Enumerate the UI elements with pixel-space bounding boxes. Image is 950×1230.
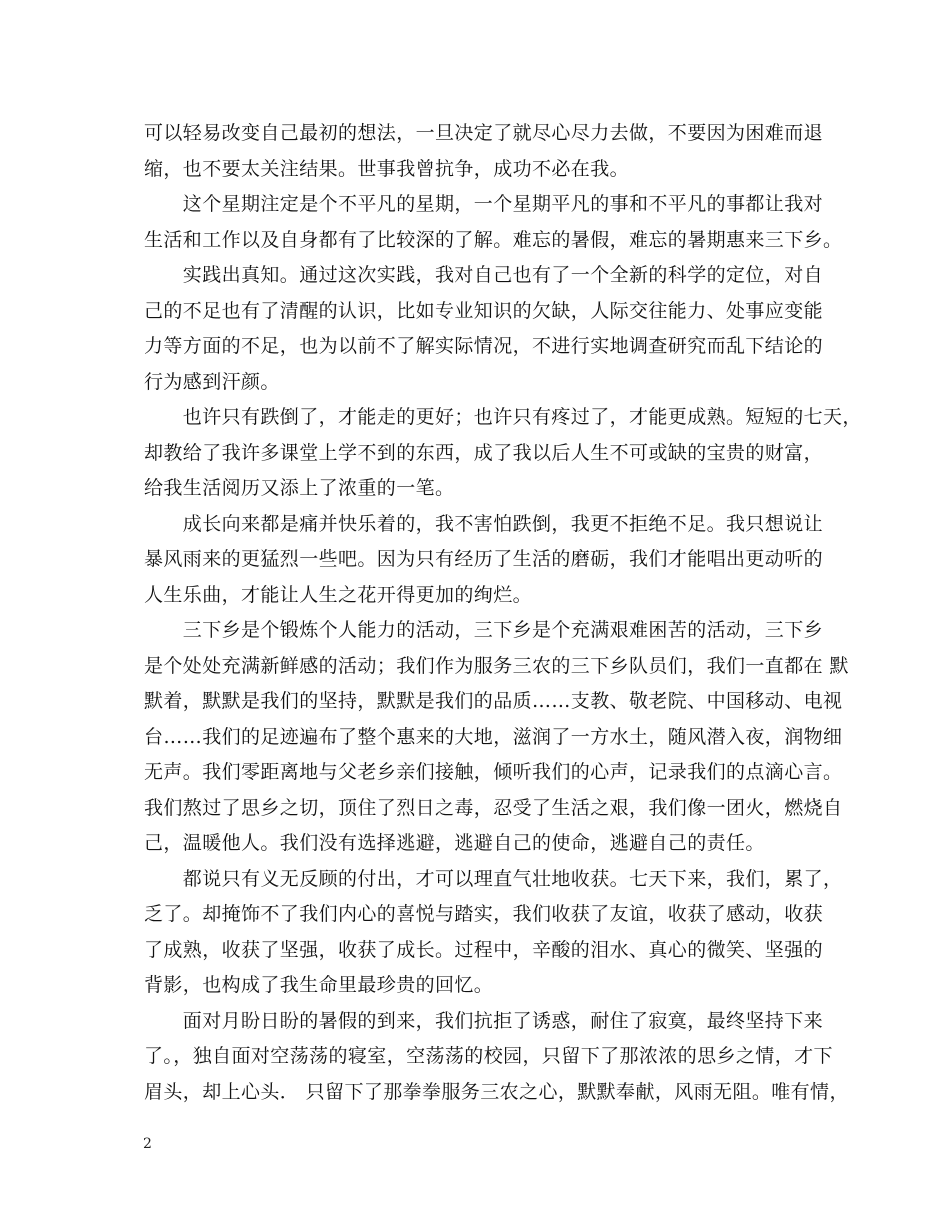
- text-line: 己的不足也有了清醒的认识，比如专业知识的欠缺，人际交往能力、处事应变能: [144, 299, 824, 322]
- text-line: 生活和工作以及自身都有了比较深的了解。难忘的暑假，难忘的暑期惠来三下乡。: [144, 228, 843, 251]
- text-line: 力等方面的不足，也为以前不了解实际情况，不进行实地调查研究而乱下结论的: [144, 335, 824, 357]
- text-line: 台……我们的足迹遍布了整个惠来的大地，滋润了一方水土，随风潜入夜，润物细: [144, 725, 843, 748]
- text-line: 三下乡是个锻炼个人能力的活动，三下乡是个充满艰难困苦的活动，三下乡: [144, 619, 824, 641]
- text-line: 给我生活阅历又添上了浓重的一笔。: [144, 477, 455, 499]
- text-line: 成长向来都是痛并快乐着的，我不害怕跌倒，我更不拒绝不足。我只想说让: [144, 512, 824, 535]
- text-line: 无声。我们零距离地与父老乡亲们接触，倾听我们的心声，记录我们的点滴心言。: [144, 761, 843, 783]
- text-line: 是个处处充满新鲜感的活动；我们作为服务三农的三下乡队员们，我们一直都在 默: [144, 654, 849, 677]
- text-line: 眉头，却上心头． 只留下了那拳拳服务三农之心，默默奉献，风雨无阻。唯有情，: [144, 1080, 849, 1103]
- text-line: 暴风雨来的更猛烈一些吧。因为只有经历了生活的磨砺，我们才能唱出更动听的: [144, 548, 824, 570]
- text-line: 己，温暖他人。我们没有选择逃避，逃避自己的使命，逃避自己的责任。: [144, 832, 765, 854]
- text-line: 也许只有跌倒了，才能走的更好；也许只有疼过了，才能更成熟。短短的七天，: [144, 406, 862, 428]
- text-line: 默着，默默是我们的坚持，默默是我们的品质……支教、敬老院、中国移动、电视: [144, 690, 843, 712]
- text-line: 却教给了我许多课堂上学不到的东西，成了我以后人生不可或缺的宝贵的财富，: [144, 441, 824, 464]
- text-line: 了成熟，收获了坚强，收获了成长。过程中，辛酸的泪水、真心的微笑、坚强的: [144, 938, 824, 961]
- text-line: 人生乐曲，才能让人生之花开得更加的绚烂。: [144, 583, 533, 606]
- page-number: 2: [143, 1136, 152, 1152]
- text-line: 缩，也不要太关注结果。世事我曾抗争，成功不必在我。: [144, 157, 630, 180]
- text-line: 面对月盼日盼的暑假的到来，我们抗拒了诱惑，耐住了寂寞，最终坚持下来: [144, 1009, 824, 1032]
- text-line: 了。，独自面对空荡荡的寝室，空荡荡的校园，只留下了那浓浓的思乡之情，才下: [144, 1045, 833, 1067]
- text-line: 都说只有义无反顾的付出，才可以理直气壮地收获。七天下来，我们，累了，: [144, 867, 843, 890]
- text-line: 行为感到汗颜。: [144, 370, 280, 393]
- text-line: 我们熬过了思乡之切，顶住了烈日之毒，忍受了生活之艰，我们像一团火，燃烧自: [144, 796, 843, 819]
- text-line: 这个星期注定是个不平凡的星期，一个星期平凡的事和不平凡的事都让我对: [144, 193, 824, 215]
- text-line: 实践出真知。通过这次实践，我对自己也有了一个全新的科学的定位，对自: [144, 264, 824, 286]
- document-body: [144, 116, 862, 1110]
- text-line: 可以轻易改变自己最初的想法，一旦决定了就尽心尽力去做，不要因为困难而退: [144, 122, 824, 144]
- text-line: 背影，也构成了我生命里最珍贵的回忆。: [144, 974, 494, 996]
- text-line: 乏了。却掩饰不了我们内心的喜悦与踏实，我们收获了友谊，收获了感动，收获: [144, 903, 824, 925]
